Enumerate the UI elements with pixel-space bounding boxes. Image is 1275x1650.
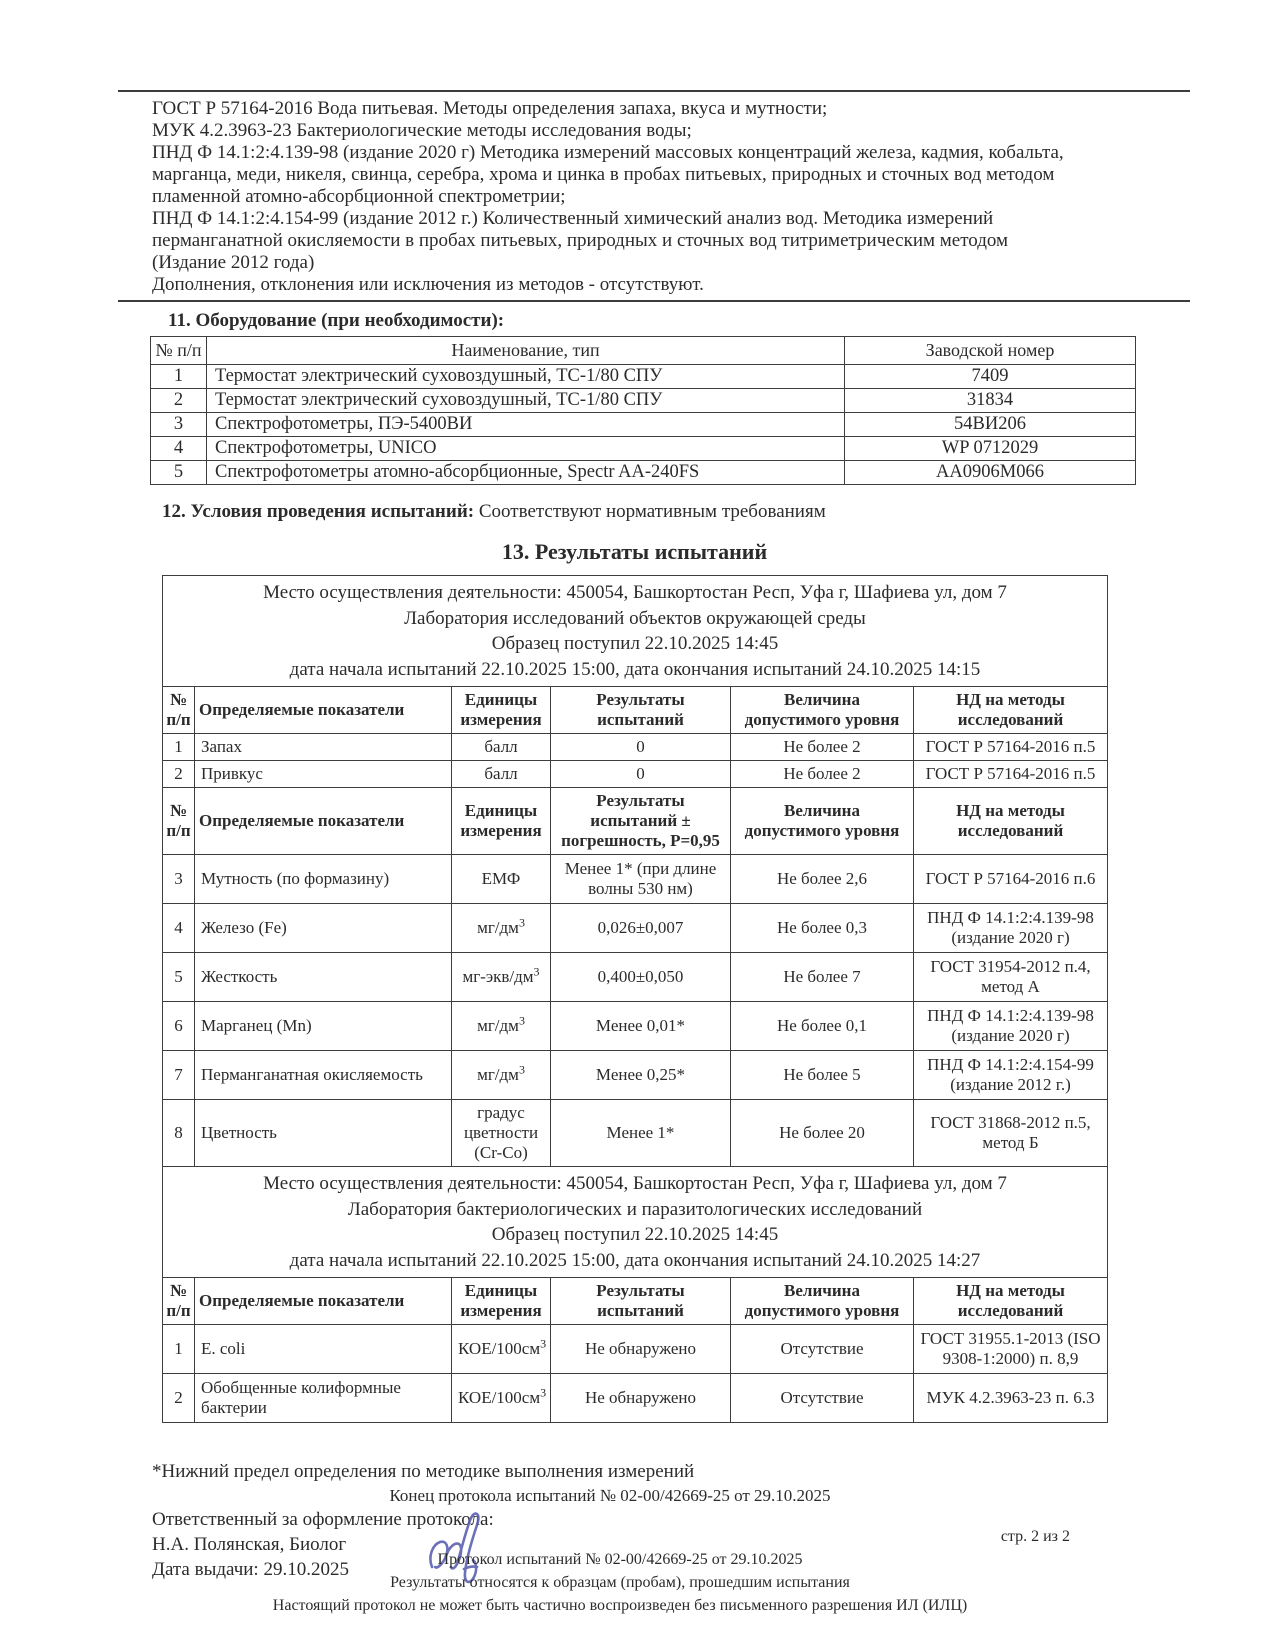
superscript: 3 <box>540 1336 547 1351</box>
limit-cell: Не более 7 <box>731 953 914 1002</box>
nd-cell: ПНД Ф 14.1:2:4.139-98 (издание 2020 г) <box>914 1002 1108 1051</box>
col-header-limit: Величина допустимого уровня <box>731 788 914 855</box>
row-number: 5 <box>151 461 207 485</box>
row-number: 2 <box>163 1374 195 1423</box>
info-line: Место осуществления деятельности: 450054, Башкортостан Респ, Уфа г, Шафиева ул, дом 7 <box>263 582 1007 603</box>
row-number: 5 <box>163 953 195 1002</box>
indicator-cell: E. coli <box>195 1325 452 1374</box>
nd-cell: ГОСТ 31954-2012 п.4, метод А <box>914 953 1108 1002</box>
units-cell: градус цветности (Cr-Co) <box>452 1100 551 1167</box>
row-number: 1 <box>163 734 195 761</box>
equipment-name: Спектрофотометры, ПЭ-5400ВИ <box>207 413 845 437</box>
section11-title: 11. Оборудование (при необходимости): <box>168 310 505 331</box>
nd-cell: ГОСТ 31955.1-2013 (ISO 9308-1:2000) п. 8,9 <box>914 1325 1108 1374</box>
footnote: *Нижний предел определения по методике выполнения измерений <box>152 1461 695 1482</box>
col-header-indicator: Определяемые показатели <box>195 687 452 734</box>
col-header-nd: НД на методы исследований <box>914 788 1108 855</box>
table-row <box>151 413 1136 437</box>
col-header-name: Наименование, тип <box>207 337 845 365</box>
col-header-results: Результаты испытаний <box>551 1278 731 1325</box>
table-row <box>151 365 1136 389</box>
section13-title: 13. Результаты испытаний <box>501 539 768 564</box>
serial-number: 7409 <box>845 365 1136 389</box>
units-cell: балл <box>452 734 551 761</box>
col-header-limit: Величина допустимого уровня <box>731 687 914 734</box>
equipment-name: Термостат электрический суховоздушный, ТС-1/80 СПУ <box>207 389 845 413</box>
table-row <box>151 461 1136 485</box>
col-header-num: № п/п <box>163 788 195 855</box>
col-header-units: Единицы измерения <box>452 687 551 734</box>
result-cell: 0 <box>551 734 731 761</box>
method-line: ПНД Ф 14.1:2:4.139-98 (издание 2020 г) Методика измерений массовых концентраций железа, кадмия, кобальта, <box>152 142 1064 163</box>
section12-label: 12. Условия проведения испытаний: <box>162 501 475 522</box>
page-number: стр. 2 из 2 <box>1000 1528 1070 1545</box>
method-line: МУК 4.2.3963-23 Бактериологические методы исследования воды; <box>152 120 692 141</box>
units-cell: $мг/дм^3$ <box>452 1002 551 1051</box>
row-number: 4 <box>151 437 207 461</box>
footer-line: Протокол испытаний № 02-00/42669-25 от 29.10.2025 <box>437 1551 803 1568</box>
row-number: 3 <box>163 855 195 904</box>
units-cell: $мг-экв/дм^3$ <box>452 953 551 1002</box>
serial-number: 31834 <box>845 389 1136 413</box>
lab-info-block-1 <box>163 576 1108 687</box>
superscript: 3 <box>533 964 540 979</box>
info-line: Образец поступил 22.10.2025 14:45 <box>491 1224 779 1245</box>
col-header-results-uncertainty: Результаты испытаний ± погрешность, Р=0,95 <box>551 788 731 855</box>
indicator-cell: Железо (Fe) <box>195 904 452 953</box>
nd-cell: ПНД Ф 14.1:2:4.154-99 (издание 2012 г.) <box>914 1051 1108 1100</box>
row-number: 2 <box>163 761 195 788</box>
result-cell: Менее 0,01* <box>551 1002 731 1051</box>
table-row <box>163 1325 1108 1374</box>
indicator-cell: Жесткость <box>195 953 452 1002</box>
end-of-protocol-line: Конец протокола испытаний № 02-00/42669-25 от 29.10.2025 <box>389 1486 831 1505</box>
col-header-num: № п/п <box>151 337 207 365</box>
col-header-num: № п/п <box>163 1278 195 1325</box>
serial-number: АА0906М066 <box>845 461 1136 485</box>
units-cell: КОЕ/$100см^3$ <box>452 1325 551 1374</box>
issue-date: Дата выдачи: 29.10.2025 <box>152 1559 349 1580</box>
result-cell: 0 <box>551 761 731 788</box>
units-cell: $мг/дм^3$ <box>452 904 551 953</box>
row-number: 1 <box>151 365 207 389</box>
superscript: 3 <box>540 1385 547 1400</box>
lab-info-text <box>163 1167 1108 1278</box>
table-row <box>163 904 1108 953</box>
col-header-units: Единицы измерения <box>452 1278 551 1325</box>
table-row <box>163 1002 1108 1051</box>
col-header-results: Результаты испытаний <box>551 687 731 734</box>
methods-list <box>118 90 1190 302</box>
indicator-cell: Запах <box>195 734 452 761</box>
indicator-cell: Марганец (Mn) <box>195 1002 452 1051</box>
table-row <box>163 1051 1108 1100</box>
row-number: 7 <box>163 1051 195 1100</box>
table-row <box>163 1100 1108 1167</box>
results-header-row-2 <box>163 788 1108 855</box>
info-line: дата начала испытаний 22.10.2025 15:00, дата окончания испытаний 24.10.2025 14:27 <box>289 1249 981 1271</box>
equipment-name: Термостат электрический суховоздушный, ТС-1/80 СПУ <box>207 365 845 389</box>
results-header-row <box>163 687 1108 734</box>
col-header-num: № п/п <box>163 687 195 734</box>
units-cell: КОЕ/$100см^3$ <box>452 1374 551 1423</box>
serial-number: WP 0712029 <box>845 437 1136 461</box>
units-cell: ЕМФ <box>452 855 551 904</box>
superscript: 3 <box>518 1062 525 1077</box>
result-cell: 0,400±0,050 <box>551 953 731 1002</box>
info-line: дата начала испытаний 22.10.2025 15:00, дата окончания испытаний 24.10.2025 14:15 <box>289 658 981 680</box>
table-row <box>163 761 1108 788</box>
row-number: 4 <box>163 904 195 953</box>
table-row <box>151 389 1136 413</box>
method-line: ПНД Ф 14.1:2:4.154-99 (издание 2012 г.) Количественный химический анализ вод. Методика измерений <box>152 208 994 229</box>
equipment-header-row <box>151 337 1136 365</box>
info-line: Лаборатория исследований объектов окружающей среды <box>404 607 866 629</box>
limit-cell: Не более 2,6 <box>731 855 914 904</box>
footer-line: Настоящий протокол не может быть частично воспроизведен без письменного разрешения ИЛ (ИЛЦ) <box>272 1597 968 1614</box>
indicator-cell: Перманганатная окисляемость <box>195 1051 452 1100</box>
responsible-label: Ответственный за оформление протокола: <box>152 1509 494 1530</box>
result-cell: Менее 1* (при длине волны 530 нм) <box>551 855 731 904</box>
lab-info-text <box>163 576 1108 687</box>
equipment-table <box>150 336 1136 485</box>
responsible-name: Н.А. Полянская, Биолог <box>152 1534 347 1555</box>
indicator-cell: Привкус <box>195 761 452 788</box>
method-line: пламенной атомно-абсорбционной спектрометрии; <box>152 186 566 207</box>
superscript: 3 <box>518 1013 525 1028</box>
indicator-cell: Обобщенные колиформные бактерии <box>195 1374 452 1423</box>
result-cell: Не обнаружено <box>551 1374 731 1423</box>
lab-info-block-2 <box>163 1167 1108 1278</box>
result-cell: Менее 0,25* <box>551 1051 731 1100</box>
info-line: Место осуществления деятельности: 450054, Башкортостан Респ, Уфа г, Шафиева ул, дом 7 <box>263 1173 1007 1194</box>
method-line: ГОСТ Р 57164-2016 Вода питьевая. Методы определения запаха, вкуса и мутности; <box>152 98 828 119</box>
units-cell: балл <box>452 761 551 788</box>
limit-cell: Не более 20 <box>731 1100 914 1167</box>
method-line: Дополнения, отклонения или исключения из методов - отсутствуют. <box>152 274 704 295</box>
indicator-cell: Мутность (по формазину) <box>195 855 452 904</box>
limit-cell: Не более 5 <box>731 1051 914 1100</box>
section12-line <box>162 501 1275 523</box>
nd-cell: ГОСТ Р 57164-2016 п.5 <box>914 734 1108 761</box>
table-row <box>163 953 1108 1002</box>
limit-cell: Отсутствие <box>731 1374 914 1423</box>
col-header-limit: Величина допустимого уровня <box>731 1278 914 1325</box>
col-header-indicator: Определяемые показатели <box>195 788 452 855</box>
col-header-nd: НД на методы исследований <box>914 1278 1108 1325</box>
footer-line: Результаты относятся к образцам (пробам), прошедшим испытания <box>390 1574 850 1591</box>
result-cell: Менее 1* <box>551 1100 731 1167</box>
row-number: 8 <box>163 1100 195 1167</box>
equipment-name: Спектрофотометры атомно-абсорбционные, Spectr AA-240FS <box>207 461 845 485</box>
section12-value: Соответствуют нормативным требованиям <box>478 501 826 522</box>
nd-cell: ГОСТ 31868-2012 п.5, метод Б <box>914 1100 1108 1167</box>
table-row <box>163 855 1108 904</box>
col-header-serial: Заводской номер <box>845 337 1136 365</box>
info-line: Лаборатория бактериологических и паразитологических исследований <box>347 1198 923 1220</box>
serial-number: 54ВИ206 <box>845 413 1136 437</box>
limit-cell: Не более 2 <box>731 761 914 788</box>
superscript: 3 <box>518 915 525 930</box>
table-row <box>163 1374 1108 1423</box>
row-number: 6 <box>163 1002 195 1051</box>
result-cell: 0,026±0,007 <box>551 904 731 953</box>
limit-cell: Не более 0,3 <box>731 904 914 953</box>
col-header-indicator: Определяемые показатели <box>195 1278 452 1325</box>
nd-cell: ПНД Ф 14.1:2:4.139-98 (издание 2020 г) <box>914 904 1108 953</box>
table-row <box>163 734 1108 761</box>
results-table <box>162 575 1108 1423</box>
equipment-name: Спектрофотометры, UNICO <box>207 437 845 461</box>
page-footer <box>0 1548 1240 1617</box>
results-header-row-3 <box>163 1278 1108 1325</box>
row-number: 3 <box>151 413 207 437</box>
row-number: 2 <box>151 389 207 413</box>
col-header-nd: НД на методы исследований <box>914 687 1108 734</box>
nd-cell: ГОСТ Р 57164-2016 п.6 <box>914 855 1108 904</box>
method-line: перманганатной окисляемости в пробах питьевых, природных и сточных вод титриметрическим методом <box>152 230 1009 251</box>
limit-cell: Отсутствие <box>731 1325 914 1374</box>
info-line: Образец поступил 22.10.2025 14:45 <box>491 633 779 654</box>
limit-cell: Не более 0,1 <box>731 1002 914 1051</box>
method-line: (Издание 2012 года) <box>152 252 315 273</box>
nd-cell: МУК 4.2.3963-23 п. 6.3 <box>914 1374 1108 1423</box>
table-row <box>151 437 1136 461</box>
limit-cell: Не более 2 <box>731 734 914 761</box>
col-header-units: Единицы измерения <box>452 788 551 855</box>
result-cell: Не обнаружено <box>551 1325 731 1374</box>
units-cell: $мг/дм^3$ <box>452 1051 551 1100</box>
nd-cell: ГОСТ Р 57164-2016 п.5 <box>914 761 1108 788</box>
method-line: марганца, меди, никеля, свинца, серебра, хрома и цинка в пробах питьевых, природных и сточных вод методом <box>152 164 1055 185</box>
indicator-cell: Цветность <box>195 1100 452 1167</box>
row-number: 1 <box>163 1325 195 1374</box>
